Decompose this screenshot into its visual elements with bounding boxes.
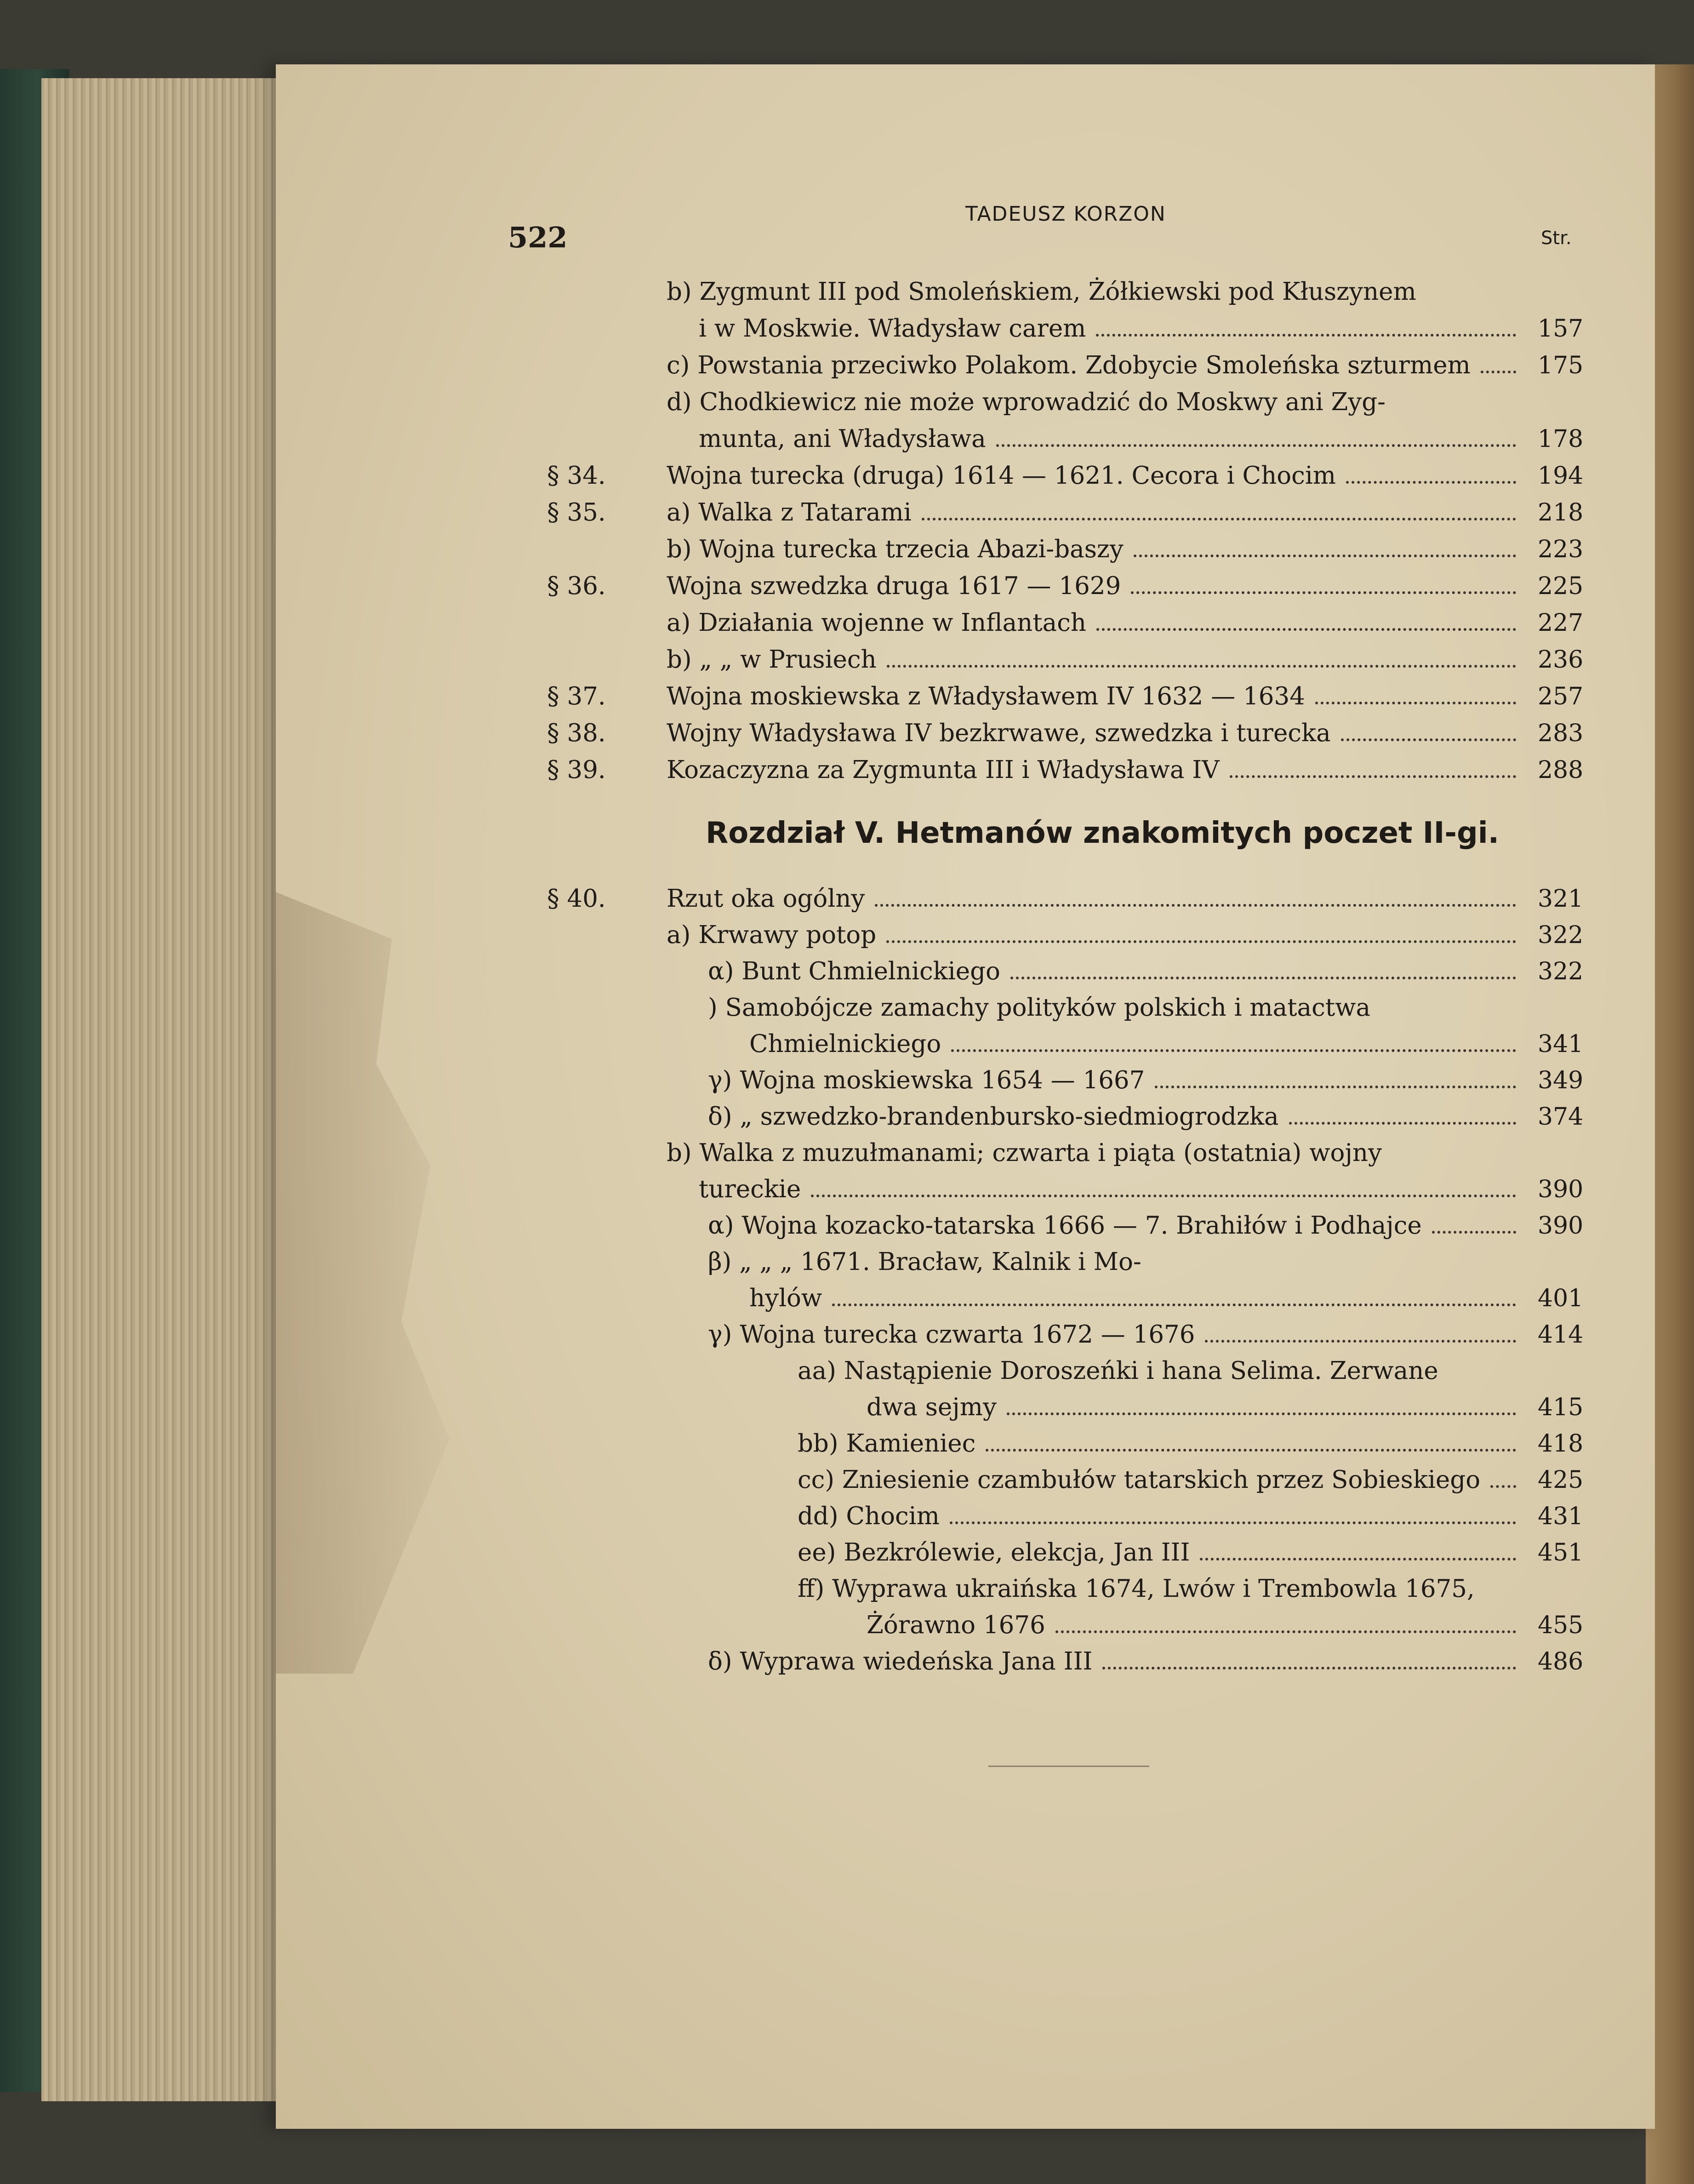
toc-entry[interactable] (798, 1573, 1526, 1605)
toc-page-number: 227 (1538, 609, 1584, 637)
toc-entry-title: a) Działania wojenne w Inflantach (667, 609, 1087, 637)
toc-entry[interactable] (667, 349, 1526, 382)
toc-entry-title: aa) Nastąpienie Doroszeńki i hana Selima. Zerwane (798, 1357, 1438, 1385)
section-number: § 36. (547, 572, 606, 600)
toc-entry-title: tureckie (699, 1175, 801, 1203)
toc-entry-title: α) Wojna kozacko-tatarska 1666 — 7. Brahiłów i Podhajce (708, 1212, 1422, 1240)
toc-entry[interactable] (699, 1173, 1526, 1206)
toc-page-number: 218 (1538, 499, 1584, 526)
toc-entry[interactable] (798, 1537, 1526, 1569)
toc-page-number: 390 (1538, 1176, 1584, 1203)
toc-entry[interactable] (667, 919, 1526, 951)
toc-entry[interactable] (798, 1464, 1526, 1496)
toc-page-number: 486 (1538, 1648, 1584, 1675)
dot-leader (1481, 371, 1516, 373)
toc-entry-title: Wojna turecka (druga) 1614 — 1621. Cecora i Chocim (667, 462, 1336, 490)
toc-entry-title: β) „ „ „ 1671. Bracław, Kalnik i Mo- (708, 1248, 1141, 1276)
dot-leader (1131, 591, 1516, 594)
toc-entry[interactable] (749, 1028, 1526, 1060)
toc-page-number: 401 (1538, 1285, 1584, 1312)
dot-leader (1315, 702, 1516, 704)
chapter-title: Rozdział V. Hetmanów znakomitych poczet II-gi. (706, 816, 1499, 850)
toc-entry[interactable] (667, 680, 1526, 713)
dot-leader (951, 1049, 1516, 1052)
running-header: TADEUSZ KORZON (965, 202, 1166, 226)
toc-entry[interactable] (667, 276, 1526, 308)
toc-entry-title: b) „ „ w Prusiech (667, 646, 877, 674)
toc-entry-title: ff) Wyprawa ukraińska 1674, Lwów i Trembowla 1675, (798, 1575, 1475, 1603)
toc-entry[interactable] (699, 423, 1526, 455)
dot-leader (887, 665, 1516, 668)
toc-entry[interactable] (708, 1319, 1526, 1351)
page-stain (276, 892, 469, 1674)
section-number: § 40. (547, 885, 606, 913)
toc-page-number: 236 (1538, 646, 1584, 674)
toc-page-number: 451 (1538, 1539, 1584, 1567)
toc-entry-title: γ) Wojna moskiewska 1654 — 1667 (708, 1066, 1145, 1094)
toc-page-number: 425 (1538, 1466, 1584, 1494)
toc-entry-title: Wojna moskiewska z Władysławem IV 1632 — 1634 (667, 682, 1305, 710)
closing-rule (988, 1766, 1149, 1767)
dot-leader (1134, 555, 1516, 557)
toc-entry[interactable] (798, 1428, 1526, 1460)
toc-entry[interactable] (708, 1646, 1526, 1678)
dot-leader (1230, 775, 1516, 778)
toc-entry-title: dwa sejmy (867, 1393, 997, 1421)
toc-entry-title: b) Wojna turecka trzecia Abazi-baszy (667, 535, 1124, 563)
dot-leader (950, 1521, 1516, 1524)
toc-entry-title: munta, ani Władysława (699, 425, 986, 453)
toc-entry-title: a) Krwawy potop (667, 921, 877, 949)
toc-entry[interactable] (798, 1355, 1526, 1387)
toc-page-number: 223 (1538, 536, 1584, 563)
toc-entry[interactable] (667, 717, 1526, 749)
toc-entry-title: α) Bunt Chmielnickiego (708, 957, 1000, 985)
toc-page-number: 415 (1538, 1394, 1584, 1421)
dot-leader (875, 904, 1516, 907)
toc-page-number: 341 (1538, 1030, 1584, 1058)
toc-entry-title: c) Powstania przeciwko Polakom. Zdobycie Smoleńska szturmem (667, 351, 1471, 379)
toc-page-number: 374 (1538, 1103, 1584, 1131)
toc-page-number: 194 (1538, 462, 1584, 490)
toc-entry-title: d) Chodkiewicz nie może wprowadzić do Moskwy ani Zyg- (667, 388, 1386, 416)
toc-page-number: 288 (1538, 756, 1584, 784)
toc-page-number: 178 (1538, 425, 1584, 453)
dot-leader (1490, 1485, 1516, 1488)
toc-page-number: 418 (1538, 1430, 1584, 1458)
toc-page-number: 322 (1538, 921, 1584, 949)
dot-leader (832, 1304, 1516, 1306)
page-column-label: Str. (1541, 228, 1572, 249)
toc-entry-title: cc) Zniesienie czambułów tatarskich przez Sobieskiego (798, 1466, 1481, 1494)
toc-entry[interactable] (667, 883, 1526, 915)
dot-leader (1010, 977, 1516, 979)
section-number: § 39. (547, 756, 606, 784)
toc-page-number: 225 (1538, 572, 1584, 600)
toc-entry-title: a) Walka z Tatarami (667, 498, 912, 526)
toc-entry[interactable] (667, 460, 1526, 492)
dot-leader (1289, 1122, 1516, 1125)
dot-leader (1102, 1667, 1516, 1669)
dot-leader (886, 940, 1516, 943)
dot-leader (1205, 1340, 1516, 1343)
toc-entry[interactable] (667, 1137, 1526, 1169)
toc-entry-title: Wojny Władysława IV bezkrwawe, szwedzka i turecka (667, 719, 1331, 747)
toc-page-number: 390 (1538, 1212, 1584, 1240)
toc-entry[interactable] (708, 1246, 1526, 1278)
dot-leader (1432, 1231, 1516, 1234)
toc-entry-title: Żórawno 1676 (867, 1611, 1045, 1639)
toc-entry-title: δ) „ szwedzko-brandenbursko-siedmiogrodzka (708, 1103, 1279, 1131)
dot-leader (986, 1449, 1516, 1452)
toc-page-number: 321 (1538, 885, 1584, 913)
toc-entry-title: b) Zygmunt III pod Smoleńskiem, Żółkiewski pod Kłuszynem (667, 278, 1416, 306)
toc-page-number: 431 (1538, 1503, 1584, 1530)
dot-leader (811, 1195, 1516, 1197)
toc-entry-title: ee) Bezkrólewie, elekcja, Jan III (798, 1538, 1190, 1567)
toc-page-number: 349 (1538, 1067, 1584, 1094)
toc-entry[interactable] (667, 607, 1526, 639)
toc-entry[interactable] (867, 1609, 1526, 1641)
section-number: § 35. (547, 498, 606, 526)
toc-entry-title: i w Moskwie. Władysław carem (699, 314, 1086, 343)
toc-entry[interactable] (708, 1064, 1526, 1097)
page-number: 522 (508, 221, 568, 254)
toc-entry-title: bb) Kamieniec (798, 1429, 976, 1458)
toc-entry-title: Kozaczyzna za Zygmunta III i Władysława IV (667, 756, 1220, 784)
dot-leader (1096, 628, 1516, 631)
toc-page-number: 322 (1538, 958, 1584, 985)
toc-entry-title: γ) Wojna turecka czwarta 1672 — 1676 (708, 1321, 1195, 1349)
page-edges (41, 78, 299, 2101)
dot-leader (996, 444, 1516, 447)
toc-entry-title: b) Walka z muzułmanami; czwarta i piąta (ostatnia) wojny (667, 1139, 1382, 1167)
toc-page-number: 157 (1538, 315, 1584, 343)
toc-entry-title: hylów (749, 1284, 822, 1312)
dot-leader (1346, 481, 1516, 484)
dot-leader (1055, 1630, 1516, 1633)
toc-entry[interactable] (699, 313, 1526, 345)
toc-page-number: 283 (1538, 720, 1584, 747)
toc-entry[interactable] (708, 1210, 1526, 1242)
dot-leader (922, 518, 1516, 520)
toc-entry[interactable] (667, 754, 1526, 786)
section-number: § 37. (547, 682, 606, 710)
toc-entry[interactable] (667, 497, 1526, 529)
toc-entry[interactable] (667, 533, 1526, 566)
dot-leader (1341, 738, 1516, 741)
toc-entry-title: Wojna szwedzka druga 1617 — 1629 (667, 572, 1121, 600)
toc-entry[interactable] (667, 570, 1526, 602)
toc-page-number: 414 (1538, 1321, 1584, 1349)
dot-leader (1200, 1558, 1516, 1561)
toc-entry[interactable] (667, 386, 1526, 418)
toc-entry[interactable] (708, 992, 1526, 1024)
toc-page-number: 175 (1538, 352, 1584, 379)
toc-page-number: 257 (1538, 683, 1584, 710)
toc-entry[interactable] (708, 1101, 1526, 1133)
section-number: § 38. (547, 719, 606, 747)
dot-leader (1007, 1412, 1516, 1415)
toc-entry-title: δ) Wyprawa wiedeńska Jana III (708, 1647, 1093, 1675)
toc-entry-title: Chmielnickiego (749, 1030, 941, 1058)
dot-leader (1155, 1086, 1516, 1088)
toc-page-number: 455 (1538, 1612, 1584, 1639)
dot-leader (1096, 334, 1516, 337)
toc-entry-title: dd) Chocim (798, 1502, 940, 1530)
toc-entry-title: Rzut oka ogólny (667, 885, 865, 913)
toc-entry-title: ) Samobójcze zamachy polityków polskich i matactwa (708, 994, 1371, 1022)
section-number: § 34. (547, 462, 606, 490)
toc-entry[interactable] (867, 1391, 1526, 1424)
toc-entry[interactable] (708, 955, 1526, 988)
toc-entry[interactable] (667, 644, 1526, 676)
toc-entry[interactable] (798, 1500, 1526, 1532)
toc-entry[interactable] (749, 1282, 1526, 1315)
